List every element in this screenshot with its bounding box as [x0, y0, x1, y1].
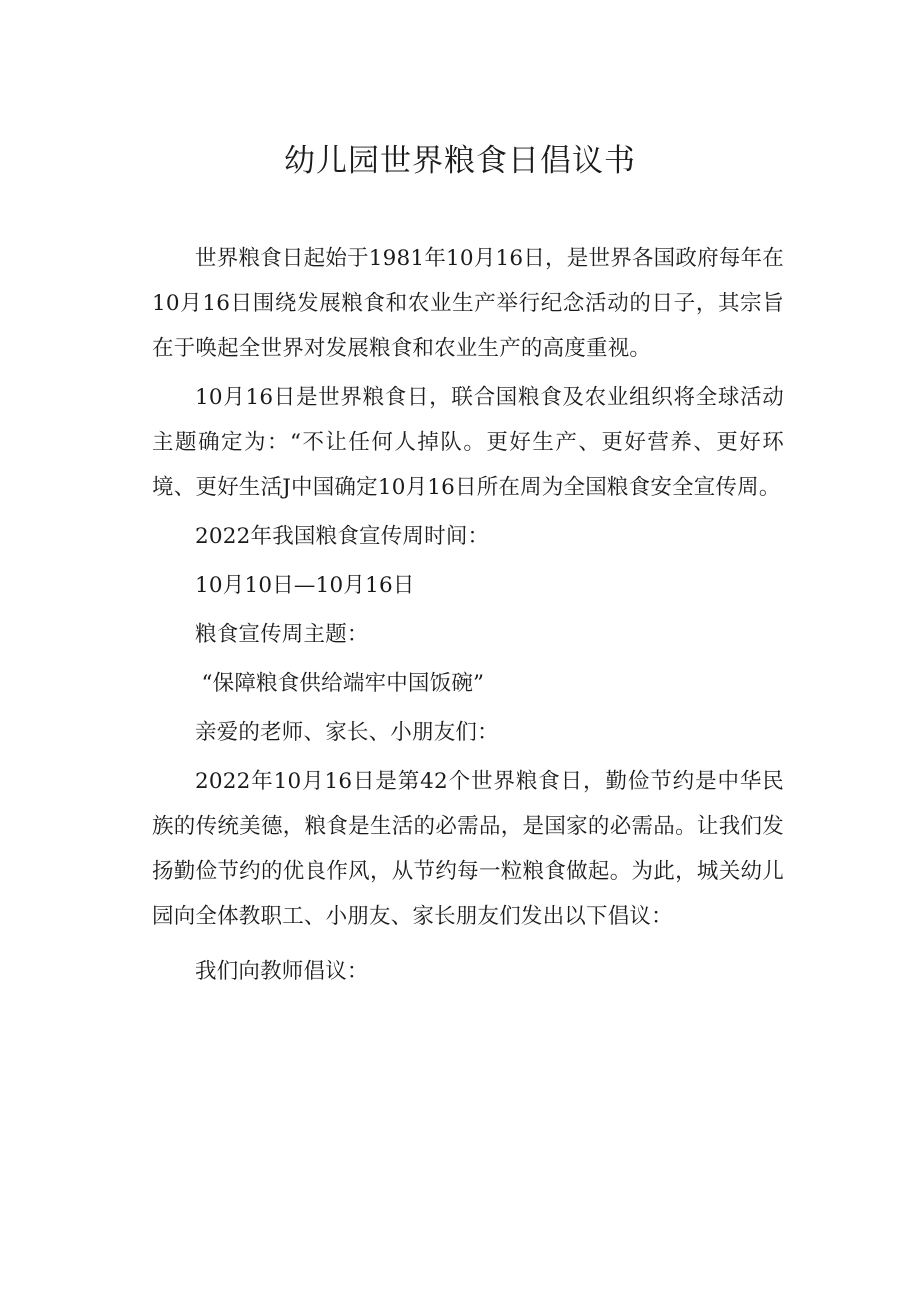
paragraph-salutation: 亲爱的老师、家长、小朋友们：	[195, 720, 499, 745]
paragraph-origin: 世界粮食日起始于1981年10月16日，是世界各国政府每年在10月16日围绕发展粮食和农业生产举行纪念活动的日子，其宗旨在于唤起全世界对发展粮食和农业生产的高度重视。	[152, 246, 784, 361]
paragraph-week-theme-label: 粮食宣传周主题：	[195, 622, 369, 647]
document-title: 幼儿园世界粮食日倡议书	[284, 143, 636, 179]
paragraph-slogan: “保障粮食供给端牢中国饭碗”	[201, 671, 485, 696]
paragraph-week-dates: 10月10日—10月16日	[195, 573, 415, 598]
paragraph-teacher-heading: 我们向教师倡议：	[195, 959, 369, 984]
document-body	[152, 236, 784, 994]
paragraph-week-label: 2022年我国粮食宣传周时间：	[195, 524, 490, 549]
paragraph-initiative-intro: 2022年10月16日是第42个世界粮食日，勤俭节约是中华民族的传统美德，粮食是生活的必需品，是国家的必需品。让我们发扬勤俭节约的优良作风，从节约每一粒粮食做起。为此，城关幼儿园向全体教职工、小朋友、家长朋友们发出以下倡议：	[152, 769, 784, 929]
paragraph-theme: 10月16日是世界粮食日，联合国粮食及农业组织将全球活动主题确定为：“不让任何人掉队。更好生产、更好营养、更好环境、更好生活J中国确定10月16日所在周为全国粮食安全宣传周。	[152, 385, 784, 500]
